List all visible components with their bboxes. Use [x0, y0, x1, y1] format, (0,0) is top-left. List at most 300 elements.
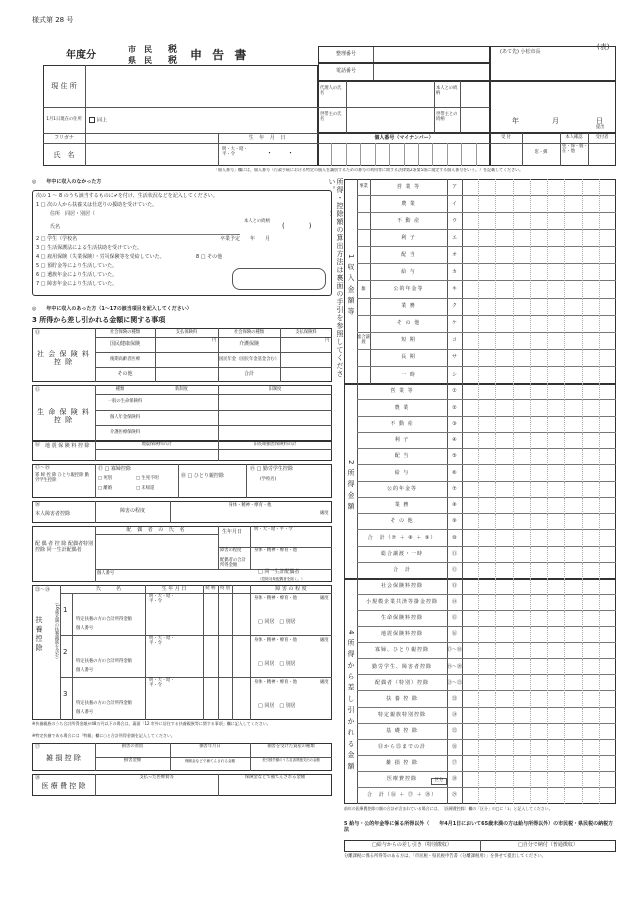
side-text: 所得・控除額の算出方法は裏面の手引を参照してください。	[327, 178, 344, 378]
haigu-douitsu-note: （控除対象配偶者を除く。）	[258, 577, 305, 581]
hi: 日	[596, 117, 603, 125]
kafu-n18[interactable]: ⑱ □ ひとり親控除	[181, 473, 224, 479]
fuyou-box	[32, 585, 332, 720]
income-row[interactable]	[357, 595, 616, 611]
item1-shimei: 氏名	[50, 224, 61, 230]
income-row[interactable]	[357, 400, 616, 416]
amount-cells[interactable]	[462, 498, 616, 514]
income-row[interactable]	[357, 179, 616, 196]
amount-cells[interactable]	[462, 627, 616, 643]
income-row-key: ⑫	[451, 567, 457, 573]
income-row[interactable]	[357, 213, 616, 230]
shakai-label: 社 会 保 険 料 控 除	[37, 349, 90, 366]
doujou-check[interactable]: 同上	[89, 117, 107, 124]
income-row-name: 総合譲渡・一時	[380, 550, 423, 557]
income-row-key: ③	[452, 420, 457, 427]
income-row[interactable]	[357, 788, 616, 804]
income-row-key: ⑨	[452, 518, 457, 525]
sec4-rows	[357, 579, 616, 804]
en: 円	[212, 338, 217, 343]
amount-cells[interactable]	[462, 196, 616, 213]
title-zei: 税	[168, 45, 178, 55]
income-row-name: 公的年金等	[393, 286, 424, 293]
income-row-name: 勤労学生、障害者控除	[371, 663, 432, 670]
income-row[interactable]	[357, 247, 616, 264]
income-group-label: 総合譲渡	[357, 335, 370, 346]
income-row-name: 合 計（⑦ ＋ ⑧ ＋ ⑨）	[367, 534, 437, 541]
seimei-r2: 個人年金保険料	[109, 414, 141, 420]
seiri-label: 整理番号	[319, 47, 374, 62]
income-row[interactable]	[357, 230, 616, 247]
shinkokusha: 受付者	[595, 135, 609, 141]
honnin-kakunin: 本人確認	[565, 135, 583, 141]
jishin-c2: 旧長期損害保険料の計	[253, 442, 297, 448]
income-row[interactable]	[357, 740, 616, 756]
fuyou-h-shimei: 氏 名	[95, 585, 121, 592]
income-row[interactable]	[357, 659, 616, 675]
income-row[interactable]	[357, 333, 616, 350]
amount-cells[interactable]	[462, 384, 616, 400]
income-row-name: 合 計（㉖ ＋ ㉗ ＋ ㉘）	[366, 792, 438, 799]
title-shi: 市 民	[128, 45, 152, 54]
income-row-name: 寡婦、ひとり親控除	[374, 647, 429, 654]
fuyou-h-zoku: 続 柄	[205, 586, 216, 592]
sec2-label: 2 所 得 金 額	[347, 459, 356, 511]
fuyou-gengou-3: 明・大・昭・平・令	[149, 678, 175, 688]
income-row-name: 短 期	[401, 337, 416, 344]
income-row-name: 生命保険料控除	[380, 615, 423, 622]
amount-cells[interactable]	[462, 367, 616, 384]
income-row[interactable]	[357, 547, 616, 563]
income-row-key: ⑥	[452, 469, 457, 476]
amount-cells[interactable]	[462, 643, 616, 659]
amount-cells[interactable]	[462, 213, 616, 230]
income-row-key: ⑬	[451, 583, 457, 590]
fuyou-h-seinen: 生 年 月 日	[161, 585, 187, 592]
amount-cells[interactable]	[462, 514, 616, 530]
amount-cells[interactable]	[462, 333, 616, 350]
income-row-name: 利 子	[394, 437, 410, 443]
income-row-key: ⑪	[451, 550, 457, 557]
income-row-name: 医療費控除	[386, 776, 417, 782]
seimei-r3: 介護医療保険料	[109, 429, 141, 435]
income-row-name: 雑 損 控 除	[386, 759, 418, 766]
haigu-kojin: 個人番号	[97, 571, 115, 576]
sec5-opt1[interactable]: □給与からの差し引き（特別徴収）	[372, 842, 452, 849]
income-row-name: 合 計	[392, 567, 411, 573]
shakai-r1b: 介護保険	[238, 341, 259, 348]
fuyou-note2: ※特定扶養である場合には「特親」欄に○と合計所得金額を記入してください。	[32, 733, 175, 738]
amount-cells[interactable]	[462, 724, 616, 740]
kafu-rikon[interactable]: □ 離婚	[98, 486, 113, 491]
sec5-opt2[interactable]: □自分で納付（普通徴収）	[518, 842, 578, 849]
gengou: 明・大・昭・平・令	[222, 147, 248, 157]
tsuki: 月	[552, 117, 559, 125]
income-row[interactable]	[357, 449, 616, 465]
income-row[interactable]	[357, 643, 616, 659]
income-row[interactable]	[357, 196, 616, 213]
income-row-key: ⑦	[452, 485, 457, 492]
zatsuson-h3: 損害を受けた資産の種類	[267, 743, 315, 749]
amount-cells[interactable]	[462, 417, 616, 433]
income-row-name: 農 業	[401, 200, 416, 207]
income-row-name: 営 業 等	[390, 388, 414, 395]
amount-cells[interactable]	[462, 611, 616, 627]
amount-cells[interactable]	[462, 264, 616, 281]
amount-cells[interactable]	[462, 563, 616, 579]
zokugara-paren: ()	[282, 222, 336, 230]
amount-cells[interactable]	[462, 595, 616, 611]
shakai-r3b: 合計	[243, 371, 254, 378]
iryou-num: ㉘	[35, 775, 41, 781]
sec2-rows	[357, 384, 616, 579]
amount-cells[interactable]	[462, 547, 616, 563]
ateSaki: (あて先) 小松市長	[500, 49, 541, 55]
income-row[interactable]	[357, 579, 616, 595]
shogai-teido: 障害の程度	[119, 508, 145, 515]
seimei-h3: 旧制度	[268, 386, 282, 392]
income-row-name: 不 動 産	[396, 217, 421, 224]
amount-cells[interactable]	[462, 299, 616, 316]
en: 円	[325, 338, 330, 343]
kafu-n19[interactable]: ⑲ □ 勤労学生控除	[250, 466, 293, 472]
income-row-name: 地震保険料控除	[380, 631, 423, 638]
fuyou-kyu-2: 級度	[320, 638, 329, 643]
zatsuson-h1: 損害の原因	[121, 743, 144, 749]
menkyo: 免・保・個・在・他	[562, 144, 588, 154]
shakai-r2b: 国民年金（国民年金基金含む）	[218, 356, 280, 362]
income-row[interactable]	[357, 724, 616, 740]
income-row-name: 公的年金等	[386, 485, 417, 492]
income-row-key: ④	[452, 437, 457, 443]
seimei-h1: 種類	[115, 386, 125, 392]
income-row-key: ⑰〜⑱	[447, 647, 463, 654]
item8[interactable]: 8 □ その他	[196, 254, 223, 260]
form-number: 様式第 28 号	[32, 16, 74, 24]
denwa-box[interactable]	[318, 63, 490, 81]
amount-cells[interactable]	[462, 433, 616, 449]
title-nendo: 年度分	[66, 50, 96, 61]
income-row[interactable]	[357, 316, 616, 333]
fuyou-kojin-3: 個人番号	[76, 710, 94, 715]
amount-cells[interactable]	[462, 465, 616, 481]
income-row-key: ⑯	[451, 631, 457, 638]
haigu-gokei: 配偶者の合計所得金額	[220, 558, 246, 568]
amount-cells[interactable]	[462, 350, 616, 367]
income-row[interactable]	[357, 627, 616, 643]
fuyou-h-teido: 障 害 の 程 度	[275, 585, 307, 592]
kubun-box[interactable]: 区分	[431, 778, 447, 785]
zatsuson-label: 雑 損 控 除	[46, 753, 81, 762]
income-row-name: 給 与	[401, 269, 416, 276]
fuyou-gengou-1: 明・大・昭・平・令	[149, 594, 175, 604]
dob-dots: ・・	[266, 149, 308, 157]
income-row[interactable]	[357, 465, 616, 481]
with-income-header: ◎ 年中に収入のあった方（1〜17の該当項目を記入してください）	[32, 306, 192, 312]
income-row-key: ②	[452, 404, 457, 411]
shakai-h3: 社会保険の種類	[233, 329, 265, 335]
haigu-shimei: 配 偶 者 の 氏 名	[126, 526, 187, 533]
seimei-label: 生 命 保 険 料 控 除	[37, 407, 90, 424]
shakai-r2a: 後期高齢者医療	[109, 356, 141, 362]
no-income-header: ◎ 年中に収入のなかった方	[32, 179, 102, 185]
amount-cells[interactable]	[462, 772, 616, 788]
shogai-kyu: 級度	[320, 511, 329, 516]
item4[interactable]: 4 □ 雇用保険（失業保険）・労災保険等を受給していた。	[36, 254, 165, 260]
haigu-seinengappi: 生年月日	[222, 529, 243, 535]
income-row-name: 不 動 産	[390, 420, 414, 427]
seimei-num: ⑮	[35, 387, 41, 393]
notice-top: 「個人番号」欄には、個人番号（行政手続における特定の個人を識別するための番号の利用等に関する法律第2条第5項に規定する個人番号をいう。）を記載してください。	[214, 168, 524, 172]
income-row-key: ㉖	[451, 743, 457, 750]
income-row[interactable]	[357, 282, 616, 299]
income-row[interactable]	[357, 611, 616, 627]
fuyou-doukyo-1[interactable]: □ 同居 □ 別居	[258, 619, 296, 625]
item1-jusho: 住所 同居・別居（	[50, 211, 96, 217]
denwa-label: 電話番号	[319, 64, 374, 80]
note-iryou: 前年の医療費控除の額の合計が含まれている場合には、〔医療費控除〕欄の「区分」の□に「1」と記入してください。	[344, 806, 553, 811]
income-row-key: ㉑〜㉒	[447, 679, 463, 686]
income-row-name: 農 業	[394, 404, 410, 411]
income-row-name: そ の 他	[390, 518, 414, 525]
seiri-box[interactable]	[318, 46, 490, 63]
jishin-c1: 地震保険料の計	[141, 442, 172, 448]
seinengappi-label: 生 年 月 日	[248, 134, 288, 141]
fuyou-kyukyu-2: 身体・精神・療育・他	[254, 638, 297, 643]
income-row-key: ⑤	[452, 453, 457, 460]
income-row-name: 特定親族特別控除	[377, 711, 426, 718]
income-row-key: ㉓	[451, 695, 457, 702]
fuyou-num: ㉓〜㉔	[35, 587, 51, 593]
jishin-num: ⑯	[35, 442, 41, 448]
setainushi-label: 世帯主の氏名	[320, 112, 342, 122]
zatsuson-h6: 差引損失額のうち災害関連支出の金額	[262, 758, 320, 763]
haigu-shogai: 障害の程度	[220, 548, 242, 553]
income-row-name: 配偶者（特別）控除	[374, 679, 429, 686]
income-row-key: シ	[451, 371, 457, 378]
item6[interactable]: 6 □ 遺族年金により生活していた。	[36, 272, 118, 278]
jan1-label: 1月1日現在の住所	[46, 116, 82, 122]
income-row[interactable]	[357, 433, 616, 449]
income-row-name: ⑬から㉕までの計	[377, 743, 426, 750]
no-income-intro: 次の 1 〜 8 のうち該当するものに✔を付け、生活状況などを記入してください。	[36, 193, 218, 199]
income-row-key: ⑧	[452, 502, 457, 508]
shakai-r3a: その他	[117, 371, 133, 378]
amount-cells[interactable]	[462, 247, 616, 264]
income-row[interactable]	[357, 530, 616, 546]
amount-cells[interactable]	[462, 316, 616, 333]
kafu-shibetsu[interactable]: □ 死別	[98, 476, 113, 481]
income-row[interactable]	[357, 708, 616, 724]
sec5-title: 5 給与・公的年金等に係る所得以外（ 年4月1日において65歳未満の方は給与所得以外）の市民税・県民税の納税方法	[344, 821, 614, 833]
income-row-key: ㉗	[451, 759, 457, 766]
income-row-key: ㉙	[451, 792, 457, 799]
amount-cells[interactable]	[462, 659, 616, 675]
kafu-label: 寡 婦 控 除 ひとり親控除 勤労学生控除	[35, 473, 90, 483]
iryou-h2: 保険金などで補てんされる金額	[244, 774, 306, 780]
honnin-zokugara: 本人との続柄	[436, 86, 458, 96]
income-row[interactable]	[357, 514, 616, 530]
income-row-name: 基 礎 控 除	[386, 727, 418, 734]
fuyou-row-1-num: 1	[63, 606, 68, 614]
income-row[interactable]	[357, 692, 616, 708]
income-row[interactable]	[357, 264, 616, 281]
income-row[interactable]	[357, 417, 616, 433]
income-group-label: 事業	[359, 184, 368, 190]
fuyou-doukyo-2[interactable]: □ 同居 □ 別居	[258, 661, 296, 667]
haigu-douitsu[interactable]: □ 同一生計配偶者	[258, 569, 300, 575]
fuyou-kyu-1: 級度	[320, 596, 329, 601]
sotsugyo: 卒業予定 年 月	[220, 236, 271, 242]
uketsuke-label: 受 付	[501, 135, 511, 141]
income-row[interactable]	[357, 350, 616, 367]
amount-cells[interactable]	[462, 579, 616, 595]
item5[interactable]: 5 □ 預貯金等により生活していた。	[36, 263, 118, 269]
title-zei2: 税	[168, 56, 178, 66]
income-row[interactable]	[357, 498, 616, 514]
ateSaki-box	[490, 46, 616, 81]
seimei-h2: 新制度	[175, 386, 188, 392]
income-row-key: イ	[451, 200, 457, 207]
income-row-key: ㉕	[451, 727, 457, 734]
title-ken: 県 民	[128, 56, 152, 65]
sec3-title: 3 所得から差し引かれる金額に関する事項	[32, 316, 166, 324]
item7[interactable]: 7 □ 障害年金により生活していた。	[36, 281, 118, 287]
fuyou-doukyo-3[interactable]: □ 同居 □ 別居	[258, 703, 296, 709]
amount-cells[interactable]	[462, 282, 616, 299]
kafu-gakko: (学校名)	[260, 477, 277, 482]
shakai-r1a: 国民健康保険	[109, 341, 140, 348]
sec1-label: 1 収 入 金 額 等	[347, 254, 356, 316]
madoguchi: 窓・郵	[534, 150, 548, 156]
amount-cells[interactable]	[462, 530, 616, 546]
income-row-key: ⑮	[451, 615, 457, 622]
fuyou-kojin-1: 個人番号	[76, 626, 94, 631]
item2[interactable]: 2 □ 学生（学校名	[36, 236, 78, 242]
amount-cells[interactable]	[462, 449, 616, 465]
income-row-key: コ	[451, 337, 457, 344]
amount-cells[interactable]	[462, 482, 616, 498]
mynumber-cells[interactable]	[318, 143, 490, 166]
income-row[interactable]	[357, 756, 616, 772]
income-row-name: 利 子	[401, 234, 416, 241]
amount-cells[interactable]	[462, 692, 616, 708]
amount-cells[interactable]	[462, 708, 616, 724]
kafu-seishi[interactable]: □ 生死不明	[136, 476, 159, 481]
amount-cells[interactable]	[462, 230, 616, 247]
zatsuson-num: ㉗	[35, 744, 41, 750]
amount-cells[interactable]	[462, 788, 616, 804]
fuyou-row-2-num: 2	[63, 648, 68, 656]
shakai-h1: 社会保険の種類	[109, 329, 141, 335]
income-row[interactable]	[357, 772, 616, 788]
income-row-name: 営 業 等	[396, 183, 421, 190]
amount-cells[interactable]	[462, 740, 616, 756]
income-row-key: ㉔	[451, 711, 457, 718]
fuyou-label: 扶 養 控 除	[35, 615, 44, 651]
amount-cells[interactable]	[462, 675, 616, 691]
income-row-key: エ	[451, 234, 457, 241]
income-group-label: 雑	[361, 286, 366, 292]
income-row-key: ケ	[451, 320, 457, 327]
income-row[interactable]	[357, 675, 616, 691]
income-row-key: オ	[451, 251, 457, 258]
fuyou-gengou-2: 明・大・昭・平・令	[149, 636, 175, 646]
income-row-key: ウ	[451, 217, 457, 224]
income-row-key: ア	[451, 183, 457, 190]
income-row-name: 配 当	[394, 453, 410, 460]
zatsuson-h5: 保険金などで補てんされる金額	[184, 758, 236, 763]
haigu-gengou: 明・大・昭・平・令	[254, 527, 293, 532]
haigu-kyukyu: 身体・精神・療育・他	[254, 548, 297, 553]
kojin-bango-label: 個人番号（マイナンバー）	[374, 134, 434, 141]
income-row[interactable]	[357, 384, 616, 400]
sonota-box[interactable]	[232, 268, 326, 290]
seimei-r1: 一般の生命保険料	[107, 399, 143, 405]
kafu-num: ⑰〜⑲	[35, 465, 51, 471]
income-row[interactable]	[357, 563, 616, 579]
fuyou-gokei-1: 特定扶養の方の合計所得金額	[76, 617, 132, 622]
omote-label: (表)	[597, 43, 610, 51]
fuyou-sub: （16歳未満の扶養親族を含む）	[54, 600, 59, 662]
fuyou-row-3-num: 3	[63, 690, 68, 698]
kafu-n17[interactable]: ⑰ □ 寡婦控除	[98, 466, 131, 472]
shogai-chiteki: 身体・精神・療育・他	[228, 503, 272, 509]
income-row-key: サ	[451, 354, 457, 361]
amount-cells[interactable]	[462, 756, 616, 772]
item3[interactable]: 3 □ 生活保護法による生活扶助を受けていた。	[36, 245, 143, 251]
income-row[interactable]	[357, 367, 616, 384]
amount-cells[interactable]	[462, 400, 616, 416]
income-row-name: 給 与	[394, 469, 410, 476]
income-row-key: ク	[451, 303, 457, 310]
income-row[interactable]	[357, 299, 616, 316]
income-row-name: 業 務	[401, 303, 416, 310]
amount-cells[interactable]	[462, 179, 616, 196]
income-row[interactable]	[357, 482, 616, 498]
furigana-label: フリガナ	[54, 134, 74, 141]
fuyou-note1: ※扶養親族のうち合計所得金額が48万円以下の場合は、裏面「12 市外に居住する扶養親族等に関する事項」欄に記入してください。	[32, 721, 271, 726]
item1-zokugara: 本人との続柄	[244, 219, 270, 224]
income-row-key: ㉘	[451, 776, 457, 782]
fuyou-kyukyu-1: 身体・精神・療育・他	[254, 596, 297, 601]
shogai-label: 本人障害者控除	[35, 511, 71, 517]
shimei-label: 氏 名	[53, 150, 75, 159]
setai-zokugara: 世帯主との続柄	[436, 112, 458, 122]
income-row-name: 配 当	[401, 251, 416, 258]
fuyou-kojin-2: 個人番号	[76, 668, 94, 673]
iryou-label: 医 療 費 控 除	[41, 781, 86, 790]
jishin-label: 地 震 保 険 料 控 除	[45, 443, 90, 449]
fuyou-kyukyu-3: 身体・精神・療育・他	[254, 680, 297, 685]
income-row-name: そ の 他	[396, 320, 421, 327]
income-row-key: ⑭	[451, 599, 457, 606]
nen: 年	[512, 117, 519, 125]
income-row-name: 小規模企業共済等掛金控除	[365, 599, 438, 606]
title-shinkoku: 申 告 書	[190, 48, 250, 62]
income-row-key: キ	[451, 286, 457, 293]
kafu-mikan[interactable]: □ 未帰還	[136, 486, 155, 491]
zatsuson-h2: 損害年月日	[199, 743, 221, 749]
fuyou-gokei-2: 特定扶養の方の合計所得金額	[76, 659, 132, 664]
income-row-key: カ	[451, 269, 457, 276]
sec1-rows	[357, 179, 616, 384]
income-row-key: ⑲〜⑳	[447, 663, 463, 670]
item1[interactable]: 1 □ 次の人から扶養又は仕送りの援助を受けていた。	[36, 202, 158, 208]
income-row-key: ①	[452, 388, 457, 395]
sec5-note: 分離課税に係る所得等のある方は、「市民税・県民税申告書（分離課税用）」を併せて提出してください。	[344, 854, 546, 859]
sec4-label: 4 所 得 か ら 差 し 引 か れ る 金 額	[347, 629, 356, 771]
